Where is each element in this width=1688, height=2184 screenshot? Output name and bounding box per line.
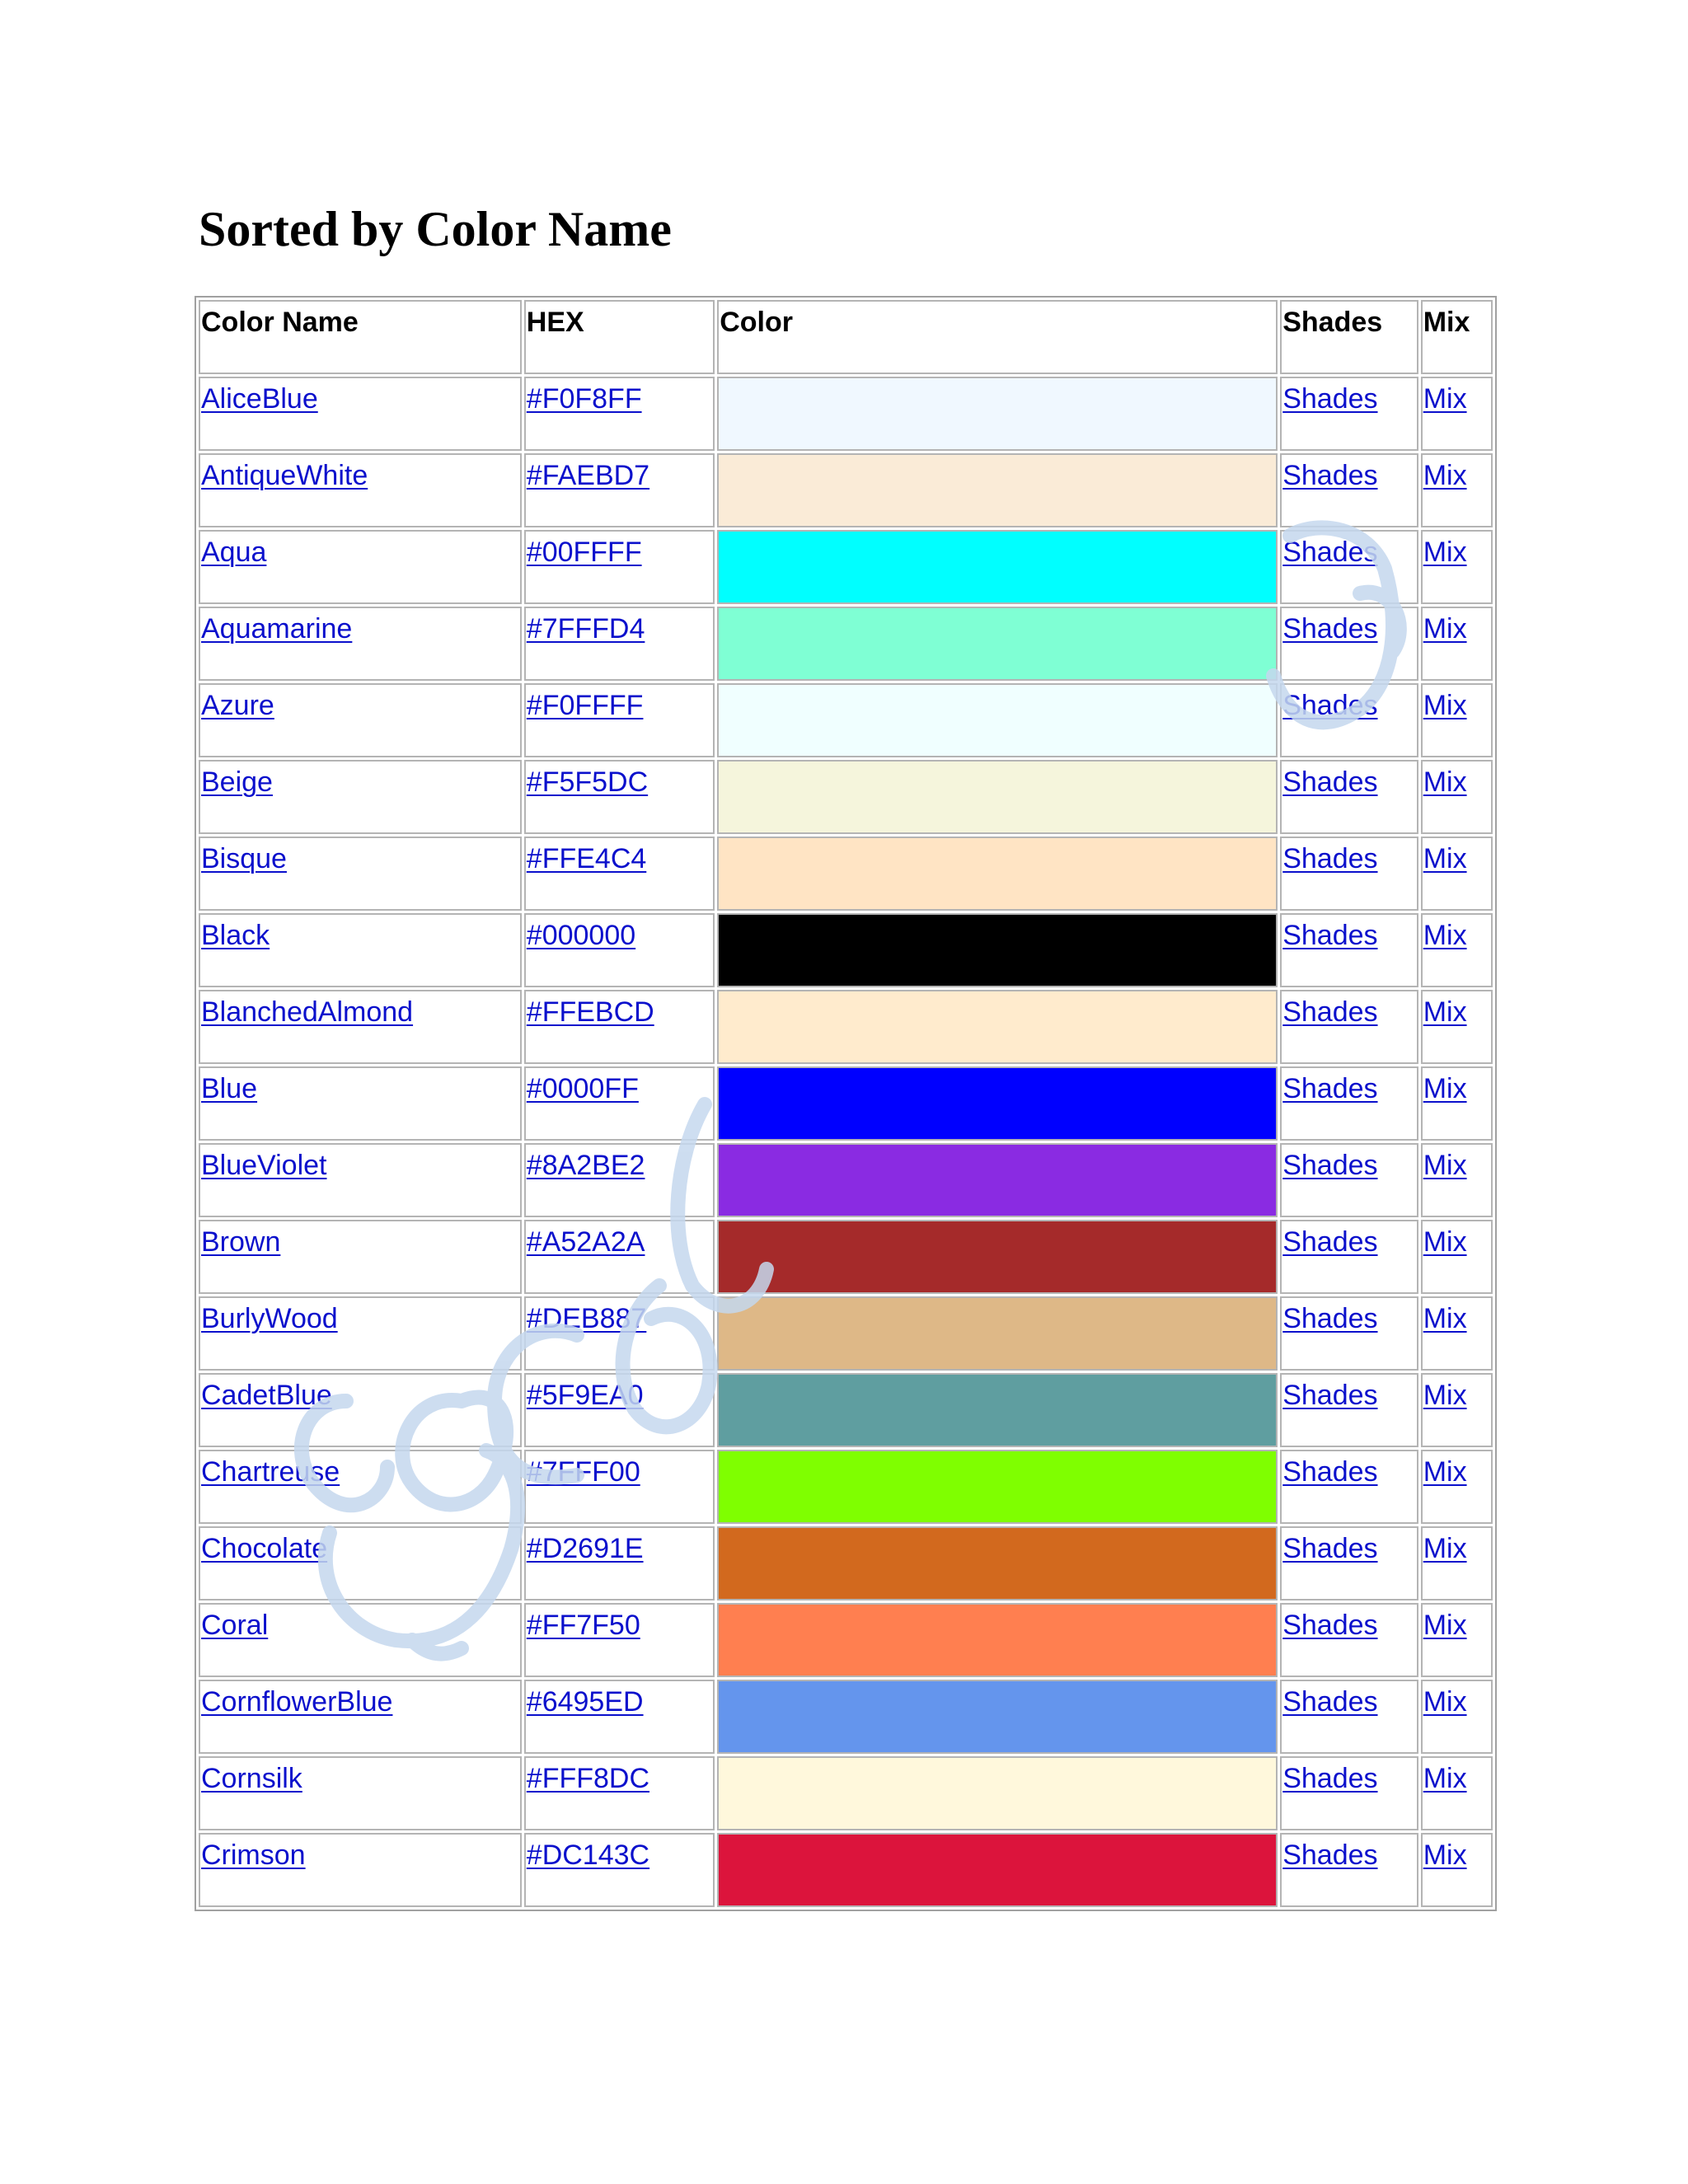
table-row — [199, 1833, 1493, 1907]
color-name-link[interactable]: Beige — [201, 766, 273, 798]
table-body — [199, 377, 1493, 1907]
color-swatch — [719, 608, 1276, 679]
color-swatch — [719, 1835, 1276, 1905]
color-swatch — [719, 1068, 1276, 1139]
mix-link[interactable]: Mix — [1423, 1380, 1467, 1411]
color-swatch — [719, 915, 1276, 986]
table-row — [199, 453, 1493, 527]
table-row — [199, 607, 1493, 681]
color-name-link[interactable]: CadetBlue — [201, 1380, 332, 1411]
mix-link[interactable]: Mix — [1423, 690, 1467, 721]
color-name-link[interactable]: BlueViolet — [201, 1150, 327, 1181]
mix-link[interactable]: Mix — [1423, 1840, 1467, 1871]
shades-link[interactable]: Shades — [1282, 920, 1378, 951]
color-swatch — [719, 532, 1276, 602]
color-swatch — [719, 1375, 1276, 1446]
color-name-link[interactable]: Aqua — [201, 537, 267, 568]
header-hex: HEX — [524, 300, 715, 374]
color-name-link[interactable]: Blue — [201, 1073, 258, 1104]
table-header-row — [199, 300, 1493, 374]
color-swatch — [719, 1221, 1276, 1292]
mix-link[interactable]: Mix — [1423, 537, 1467, 568]
table-row — [199, 1756, 1493, 1830]
color-name-link[interactable]: Black — [201, 920, 270, 951]
table-row — [199, 990, 1493, 1064]
mix-link[interactable]: Mix — [1423, 1533, 1467, 1564]
color-name-link[interactable]: Brown — [201, 1226, 281, 1258]
color-name-link[interactable]: Aquamarine — [201, 613, 353, 644]
hex-link[interactable]: #DC143C — [526, 1840, 650, 1871]
table-row — [199, 683, 1493, 757]
hex-link[interactable]: #FFE4C4 — [526, 843, 647, 874]
mix-link[interactable]: Mix — [1423, 843, 1467, 874]
color-swatch — [719, 1758, 1276, 1829]
color-name-link[interactable]: AntiqueWhite — [201, 460, 368, 491]
color-name-link[interactable]: AliceBlue — [201, 383, 318, 415]
mix-link[interactable]: Mix — [1423, 1686, 1467, 1718]
color-name-link[interactable]: Chocolate — [201, 1533, 328, 1564]
color-name-link[interactable]: Cornsilk — [201, 1763, 302, 1794]
color-name-link[interactable]: Chartreuse — [201, 1456, 340, 1488]
table-row — [199, 837, 1493, 911]
shades-link[interactable]: Shades — [1282, 1073, 1378, 1104]
shades-link[interactable]: Shades — [1282, 1840, 1378, 1871]
hex-link[interactable]: #F0FFFF — [526, 690, 644, 721]
table-row — [199, 1450, 1493, 1524]
mix-link[interactable]: Mix — [1423, 1763, 1467, 1794]
color-name-link[interactable]: CornflowerBlue — [201, 1686, 393, 1718]
table-row — [199, 530, 1493, 604]
shades-link[interactable]: Shades — [1282, 1456, 1378, 1488]
shades-link[interactable]: Shades — [1282, 613, 1378, 644]
table-row — [199, 1066, 1493, 1141]
shades-link[interactable]: Shades — [1282, 1610, 1378, 1641]
hex-link[interactable]: #5F9EA0 — [526, 1380, 644, 1411]
color-swatch — [719, 1605, 1276, 1675]
color-swatch — [719, 838, 1276, 909]
shades-link[interactable]: Shades — [1282, 1150, 1378, 1181]
shades-link[interactable]: Shades — [1282, 690, 1378, 721]
shades-link[interactable]: Shades — [1282, 1303, 1378, 1334]
shades-link[interactable]: Shades — [1282, 766, 1378, 798]
hex-link[interactable]: #00FFFF — [526, 537, 642, 568]
shades-link[interactable]: Shades — [1282, 1686, 1378, 1718]
color-swatch — [719, 991, 1276, 1062]
hex-link[interactable]: #8A2BE2 — [526, 1150, 645, 1181]
color-name-link[interactable]: BurlyWood — [201, 1303, 338, 1334]
table-row — [199, 1296, 1493, 1371]
hex-link[interactable]: #FAEBD7 — [526, 460, 650, 491]
table-row — [199, 913, 1493, 987]
color-swatch — [719, 1298, 1276, 1369]
hex-link[interactable]: #7FFF00 — [526, 1456, 640, 1488]
mix-link[interactable]: Mix — [1423, 460, 1467, 491]
mix-link[interactable]: Mix — [1423, 1610, 1467, 1641]
shades-link[interactable]: Shades — [1282, 460, 1378, 491]
table-row — [199, 1603, 1493, 1677]
shades-link[interactable]: Shades — [1282, 1763, 1378, 1794]
hex-link[interactable]: #FFF8DC — [526, 1763, 650, 1794]
hex-link[interactable]: #7FFFD4 — [526, 613, 645, 644]
table-row — [199, 1220, 1493, 1294]
mix-link[interactable]: Mix — [1423, 920, 1467, 951]
color-name-link[interactable]: BlanchedAlmond — [201, 996, 414, 1028]
table-row — [199, 1526, 1493, 1601]
shades-link[interactable]: Shades — [1282, 996, 1378, 1028]
hex-link[interactable]: #DEB887 — [526, 1303, 647, 1334]
mix-link[interactable]: Mix — [1423, 1073, 1467, 1104]
shades-link[interactable]: Shades — [1282, 1533, 1378, 1564]
table-row — [199, 1143, 1493, 1217]
hex-link[interactable]: #F0F8FF — [526, 383, 642, 415]
color-swatch — [719, 455, 1276, 526]
hex-link[interactable]: #6495ED — [526, 1686, 644, 1718]
shades-link[interactable]: Shades — [1282, 537, 1378, 568]
mix-link[interactable]: Mix — [1423, 613, 1467, 644]
hex-link[interactable]: #F5F5DC — [526, 766, 649, 798]
color-table — [195, 296, 1497, 1911]
header-shades: Shades — [1280, 300, 1418, 374]
mix-link[interactable]: Mix — [1423, 1150, 1467, 1181]
hex-link[interactable]: #FF7F50 — [526, 1610, 640, 1641]
color-swatch — [719, 1451, 1276, 1522]
shades-link[interactable]: Shades — [1282, 843, 1378, 874]
color-name-link[interactable]: Azure — [201, 690, 274, 721]
hex-link[interactable]: #D2691E — [526, 1533, 644, 1564]
color-name-link[interactable]: Bisque — [201, 843, 287, 874]
color-swatch — [719, 1681, 1276, 1752]
hex-link[interactable]: #0000FF — [526, 1073, 639, 1104]
mix-link[interactable]: Mix — [1423, 1456, 1467, 1488]
shades-link[interactable]: Shades — [1282, 383, 1378, 415]
header-color-name: Color Name — [199, 300, 522, 374]
hex-link[interactable]: #000000 — [526, 920, 636, 951]
header-color: Color — [717, 300, 1278, 374]
table-row — [199, 1680, 1493, 1754]
color-swatch — [719, 1528, 1276, 1599]
table-row — [199, 1373, 1493, 1447]
color-swatch — [719, 1145, 1276, 1216]
color-swatch — [719, 685, 1276, 756]
hex-link[interactable]: #FFEBCD — [526, 996, 654, 1028]
color-name-link[interactable]: Crimson — [201, 1840, 306, 1871]
mix-link[interactable]: Mix — [1423, 1303, 1467, 1334]
mix-link[interactable]: Mix — [1423, 996, 1467, 1028]
color-name-link[interactable]: Coral — [201, 1610, 269, 1641]
mix-link[interactable]: Mix — [1423, 383, 1467, 415]
mix-link[interactable]: Mix — [1423, 766, 1467, 798]
shades-link[interactable]: Shades — [1282, 1380, 1378, 1411]
hex-link[interactable]: #A52A2A — [526, 1226, 645, 1258]
table-row — [199, 760, 1493, 834]
color-swatch — [719, 378, 1276, 449]
color-swatch — [719, 762, 1276, 832]
table-row — [199, 377, 1493, 451]
shades-link[interactable]: Shades — [1282, 1226, 1378, 1258]
mix-link[interactable]: Mix — [1423, 1226, 1467, 1258]
page-title: Sorted by Color Name — [199, 202, 672, 256]
header-mix: Mix — [1421, 300, 1493, 374]
